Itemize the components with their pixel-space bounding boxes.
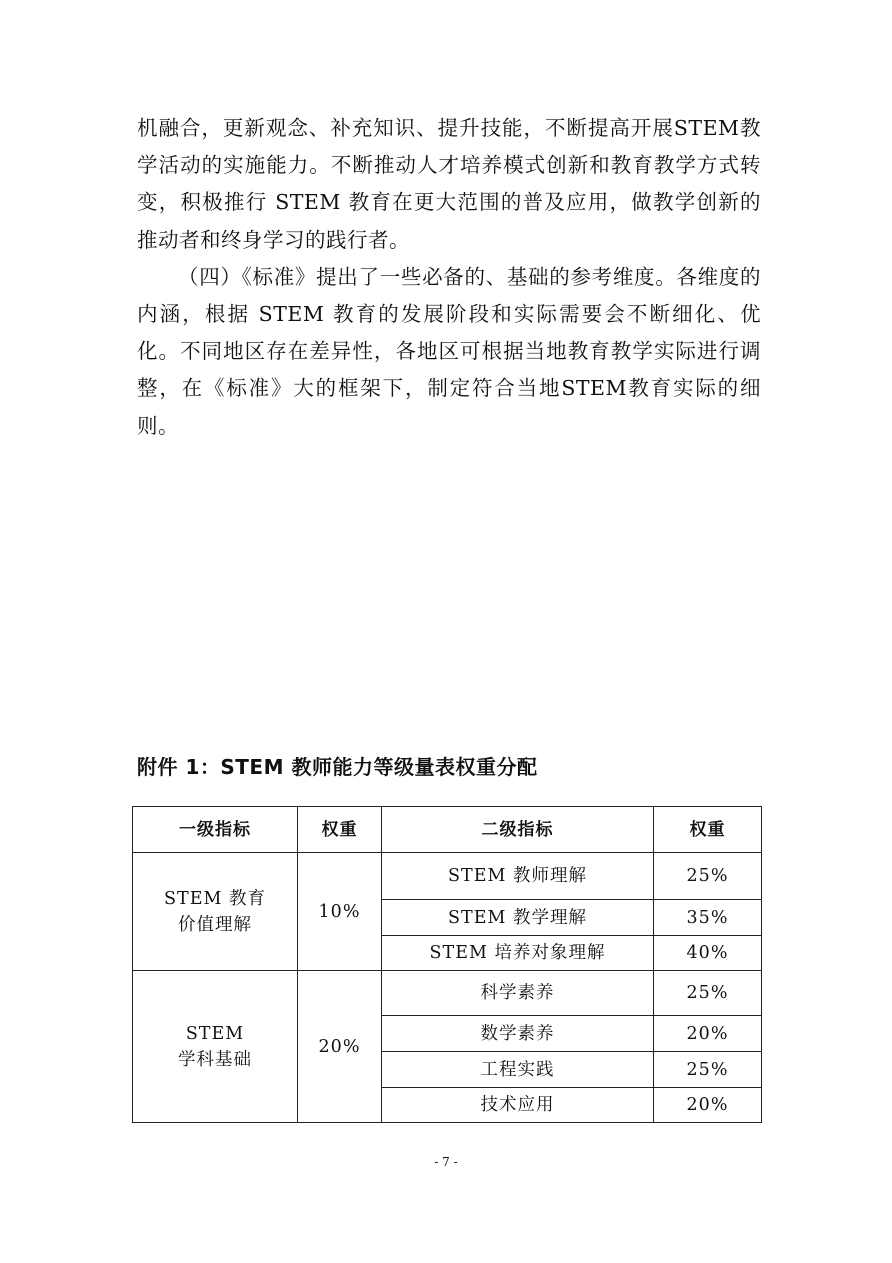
secondary-weight-cell: 25% — [654, 1052, 762, 1088]
header-secondary-indicator: 二级指标 — [382, 807, 654, 853]
header-secondary-weight: 权重 — [654, 807, 762, 853]
primary-indicator-line1: STEM — [185, 1023, 245, 1044]
header-primary-weight: 权重 — [298, 807, 382, 853]
primary-indicator-line2: 价值理解 — [178, 914, 252, 935]
secondary-indicator-cell: STEM 教学理解 — [382, 900, 654, 936]
primary-indicator-line2: 学科基础 — [178, 1049, 252, 1070]
secondary-weight-cell: 20% — [654, 1088, 762, 1123]
secondary-weight-cell: 40% — [654, 936, 762, 971]
primary-indicator-cell — [133, 853, 298, 971]
page-number: - 7 - — [434, 1155, 458, 1169]
table-header-row — [133, 807, 762, 853]
secondary-indicator-cell: STEM 教师理解 — [382, 853, 654, 900]
attachment-title: 附件 1：STEM 教师能力等级量表权重分配 — [137, 755, 538, 779]
secondary-indicator-cell: 工程实践 — [382, 1052, 654, 1088]
secondary-weight-cell: 35% — [654, 900, 762, 936]
primary-weight-cell: 10% — [298, 853, 382, 971]
paragraph-2: （四）《标准》提出了一些必备的、基础的参考维度。各维度的内涵，根据 STEM 教育的发展阶段和实际需要会不断细化、优化。不同地区存在差异性，各地区可根据当地教育教学实际进行调整，在《标准》大的框架下，制定符合当地STEM教育实际的细则。 — [137, 264, 761, 438]
secondary-weight-cell: 20% — [654, 1016, 762, 1052]
paragraph-1: 机融合，更新观念、补充知识、提升技能，不断提高开展STEM教学活动的实施能力。不断推动人才培养模式创新和教育教学方式转变，积极推行 STEM 教育在更大范围的普及应用，做教学创新的推动者和终身学习的践行者。 — [137, 116, 761, 252]
secondary-weight-cell: 25% — [654, 971, 762, 1016]
secondary-indicator-cell: 科学素养 — [382, 971, 654, 1016]
weights-table — [132, 806, 762, 1123]
primary-indicator-line1: STEM 教育 — [164, 888, 266, 909]
primary-indicator-cell — [133, 971, 298, 1123]
secondary-indicator-cell: 技术应用 — [382, 1088, 654, 1123]
table-row — [133, 853, 762, 900]
header-primary-indicator: 一级指标 — [133, 807, 298, 853]
table-row — [133, 971, 762, 1016]
secondary-weight-cell: 25% — [654, 853, 762, 900]
body-text — [137, 110, 761, 445]
secondary-indicator-cell: 数学素养 — [382, 1016, 654, 1052]
secondary-indicator-cell: STEM 培养对象理解 — [382, 936, 654, 971]
primary-weight-cell: 20% — [298, 971, 382, 1123]
